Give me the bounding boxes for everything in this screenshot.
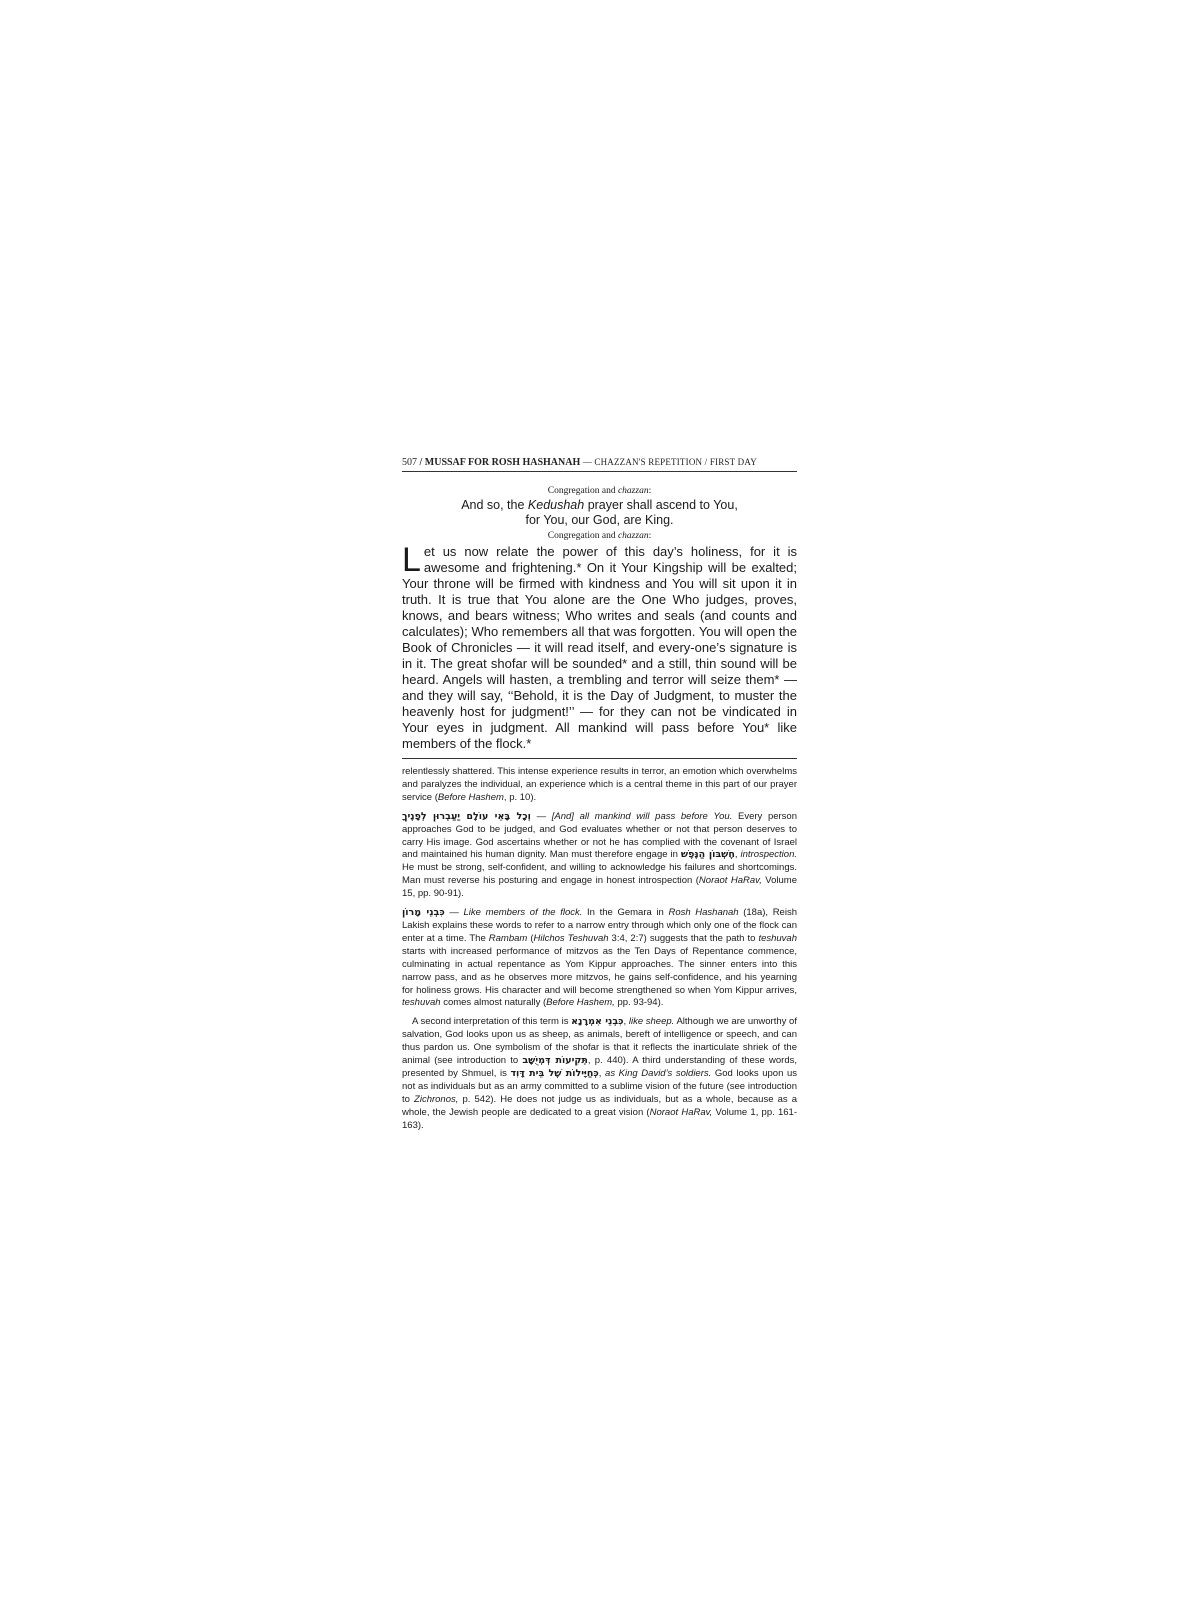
hebrew-term: וְכָל בָּאֵי עוֹלָם יַעַבְרוּן לְפָנֶיךָ <box>402 810 531 822</box>
note-citation: Before Hashem, <box>546 997 615 1009</box>
instruction-italic: chazzan <box>617 486 649 496</box>
instruction-text: : <box>648 486 652 496</box>
hebrew-term: חֶשְׁבּוֹן הַנֶּפֶשׁ <box>680 849 735 861</box>
note-text: comes almost naturally ( <box>440 997 547 1009</box>
instruction-congregation-1 <box>402 486 797 496</box>
book-page <box>402 457 797 1138</box>
note-text: In the Gemara in <box>582 907 669 919</box>
note-text: , <box>734 849 741 861</box>
note-text: starts with increased performance of mitzvos as the Ten Days of Repentance commence, culminating in actual repentance as Yom Kippur approaches. The sinner enters into this narrow pass, and as he observes more mitzvos, he gains self-confidence, and his yearning for holiness grows. His character and will become strengthened so when Yom Kippur arrives, <box>402 945 797 996</box>
page-number: 507 <box>402 457 417 468</box>
note-text: p. 542). He does not judge us as individuals, but as a whole, because as a whole, the Jewish people are dedicated to a great vision ( <box>402 1093 798 1118</box>
hebrew-term: תְּקִיעוֹת דְּמְיֻשָּׁב <box>522 1055 588 1067</box>
header-title: / MUSSAF FOR ROSH HASHANAH <box>417 457 581 468</box>
note-citation: Zichronos, <box>414 1093 459 1105</box>
note-citation: Rosh Hashanah <box>668 907 739 919</box>
running-header <box>402 457 797 472</box>
instruction-congregation-2 <box>402 531 797 541</box>
note-text: (18a), Reish Lakish explains these words to refer to a narrow entry through which only one of the flock can enter at a time. The <box>402 907 797 944</box>
response-line-2: for You, our God, are King. <box>525 513 674 527</box>
note-text: , p. 10). <box>503 791 537 803</box>
note-text: relentlessly shattered. This intense experience results in terror, an emotion which overwhelms and paralyzes the individual, an experience which is a central theme in this part of our prayer service ( <box>402 766 797 803</box>
note-italic: like sheep. <box>628 1016 675 1028</box>
commentary-paragraph-1 <box>402 766 797 805</box>
note-text: ( <box>527 932 534 944</box>
prayer-body: et us now relate the power of this day’s holiness, for it is awesome and frightening.* On it Your Kingship will be exalted; Your throne will be firmed with kindness and You will sit upon it in truth. It is true that You alone are the One Who judges, proves, knows, and bears witness; Who writes and seals (and counts and calculates); Who remembers all that was forgotten. You will open the Book of Chronicles — it will read itself, and every-one’s signature is in it. The great shofar will be sounded* and a still, thin sound will be heard. Angels will hasten, a trembling and terror will seize them* — and they will say, ‘‘Behold, it is the Day of Judgment, to muster the heavenly host for judgment!’’ — for they can not be vindicated in Your eyes in judgment. All mankind will pass before You* like members of the flock.* <box>402 544 797 751</box>
note-italic: as King David’s soldiers. <box>605 1067 712 1079</box>
note-italic: teshuvah <box>402 997 441 1009</box>
note-text: — <box>530 810 552 822</box>
response-text: And so, the <box>461 498 528 512</box>
commentary <box>402 766 797 1132</box>
hebrew-term: כִּבְנֵי מָרוֹן <box>402 907 445 919</box>
note-text: pp. 93-94). <box>614 997 664 1009</box>
hebrew-term: כִּבְנֵי אִמְרָנָא <box>571 1016 624 1028</box>
note-text: Volume 1, pp. 161-163). <box>402 1106 797 1131</box>
note-text: , <box>598 1067 606 1079</box>
note-italic: introspection. <box>740 849 798 861</box>
instruction-text: Congregation and <box>547 486 618 496</box>
note-text: God looks upon us not as individuals but as an army committed to a sublime vision of the future (see introduction to <box>402 1067 798 1105</box>
header-subtitle: — CHAZZAN'S REPETITION / FIRST DAY <box>580 457 757 467</box>
instruction-text: : <box>648 531 652 541</box>
note-text: , <box>623 1016 629 1028</box>
note-text: A second interpretation of this term is <box>412 1016 572 1028</box>
note-lemma: Like members of the flock. <box>463 907 583 919</box>
instruction-text: Congregation and <box>547 531 618 541</box>
note-citation: Before Hashem <box>437 791 504 803</box>
note-text: 3:4, 2:7) suggests that the path to <box>608 932 759 944</box>
note-citation: Noraot HaRav, <box>649 1106 713 1118</box>
response-italic: Kedushah <box>527 498 585 512</box>
note-italic: teshuvah <box>758 932 797 944</box>
hebrew-term: כְּחַיָּילוֹת שֶׁל בֵּית דָּוִד <box>510 1067 599 1079</box>
note-citation: Hilchos Teshuvah <box>533 932 609 944</box>
response-line-1 <box>402 498 797 513</box>
commentary-paragraph-4 <box>402 1016 797 1132</box>
note-text: He must be strong, self-confident, and willing to acknowledge his failures and shortcomings. Man must reverse his posturing and engage in honest introspection ( <box>402 862 797 887</box>
note-citation: Noraot HaRav, <box>698 875 762 887</box>
note-text: , p. 440). A third understanding of these words, presented by Shmuel, is <box>402 1055 798 1079</box>
instruction-italic: chazzan <box>617 531 649 541</box>
commentary-paragraph-3 <box>402 907 797 1010</box>
note-lemma: [And] all mankind will pass before You. <box>551 810 733 822</box>
kedushah-response <box>402 498 797 528</box>
note-text: — <box>444 907 464 919</box>
note-text: Although we are unworthy of salvation, God looks upon us as sheep, as animals, bereft of intelligence or speech, and can thus pardon us. One symbolism of the shofar is that it reflects the inarticulate shriek of the animal (see introduction to <box>402 1016 797 1067</box>
drop-cap: L <box>402 541 421 579</box>
note-citation: Rambam <box>488 932 528 944</box>
response-text: prayer shall ascend to You, <box>584 498 738 512</box>
note-text: Volume 15, pp. 90-91). <box>402 875 797 900</box>
note-text: Every person approaches God to be judged, and God evaluates whether or not that person deserves to carry His image. God ascertains whether or not he has complied with the covenant of Israel and maintained his human dignity. Man must therefore engage in <box>402 810 797 861</box>
main-prayer-text <box>402 541 797 759</box>
commentary-paragraph-2 <box>402 811 797 901</box>
